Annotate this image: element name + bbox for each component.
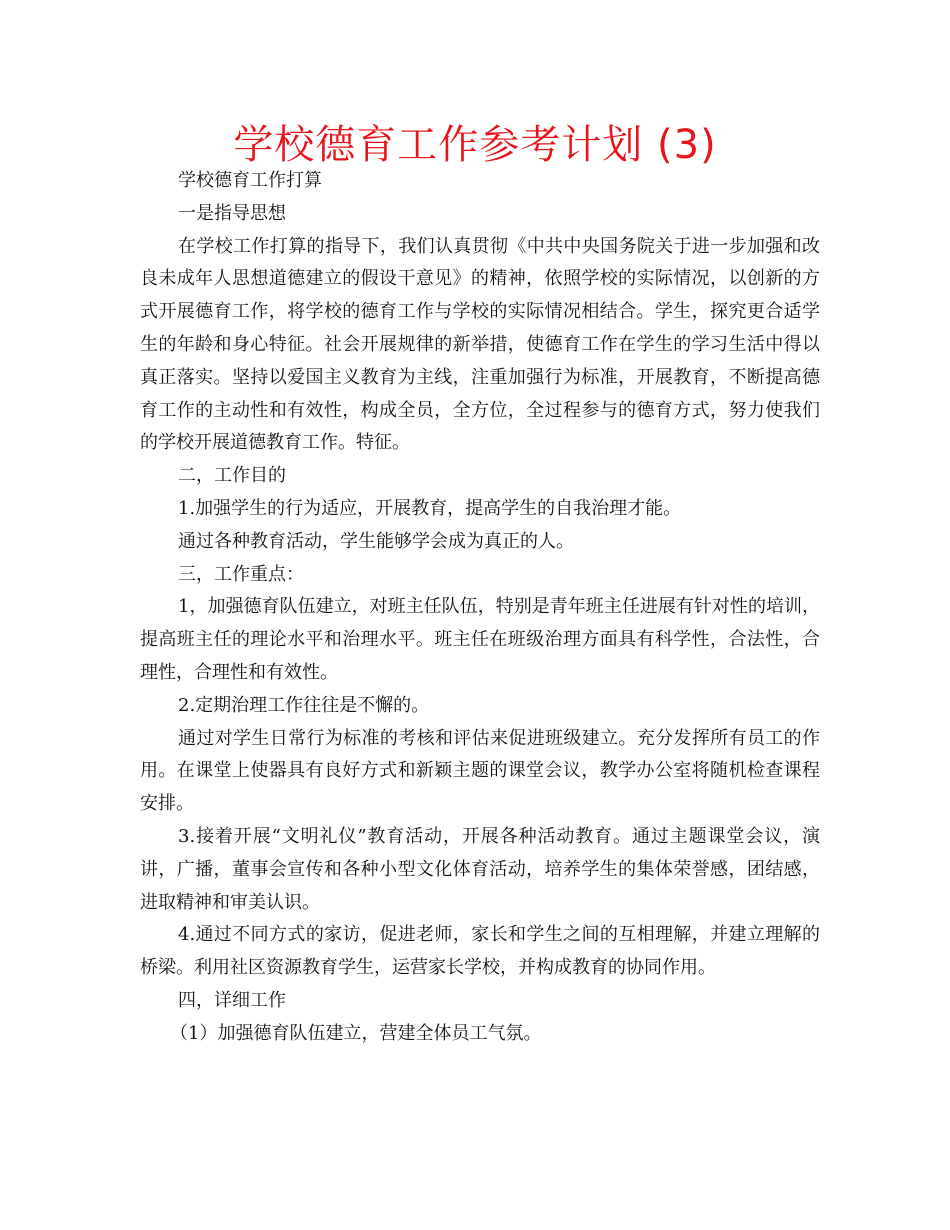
paragraph-goal-activities: 通过各种教育活动，学生能够学会成为真正的人。 (178, 530, 574, 552)
paragraph-focus-1: 1，加强德育队伍建立，对班主任队伍，特别是青年班主任进展有针对性的培训，提高班主任的理论水平和治理水平。班主任在班级治理方面具有科学性，合法性，合理性，合理性和有效性。 (140, 596, 820, 683)
section-heading-guiding-thought: 一是指导思想 (178, 202, 286, 224)
paragraph-focus-2: 2.定期治理工作往往是不懈的。 (178, 694, 430, 716)
paragraph-detail-1: （1）加强德育队伍建立，营建全体员工气氛。 (170, 1022, 542, 1044)
section-heading-work-focus: 三，工作重点： (178, 563, 304, 585)
section-heading-work-goals: 二，工作目的 (178, 465, 286, 487)
document-body (140, 165, 820, 1051)
paragraph-plan-heading: 学校德育工作打算 (178, 170, 322, 191)
paragraph-goal-1: 1.加强学生的行为适应，开展教育，提高学生的自我治理才能。 (178, 497, 682, 519)
paragraph-focus-4: 4.通过不同方式的家访，促进老师，家长和学生之间的互相理解，并建立理解的桥梁。利用社区资源教育学生，运营家长学校，并构成教育的协同作用。 (140, 924, 820, 979)
paragraph-guiding-thought: 在学校工作打算的指导下，我们认真贯彻《中共中央国务院关于进一步加强和改良未成年人思想道德建立的假设干意见》的精神，依照学校的实际情况，以创新的方式开展德育工作，将学校的德育工作与学校的实际情况相结合。学生，探究更合适学生的年龄和身心特征。社会开展规律的新举措，使德育工作在学生的学习生活中得以真正落实。坚持以爱国主义教育为主线，注重加强行为标准，开展教育，不断提高德育工作的主动性和有效性，构成全员，全方位，全过程参与的德育方式，努力使我们的学校开展道德教育工作。特征。 (140, 235, 820, 454)
paragraph-focus-3: 3.接着开展“文明礼仪”教育活动，开展各种活动教育。通过主题课堂会议，演讲，广播，董事会宣传和各种小型文化体育活动，培养学生的集体荣誉感，团结感，进取精神和审美认识。 (140, 825, 820, 913)
paragraph-focus-2-detail: 通过对学生日常行为标准的考核和评估来促进班级建立。充分发挥所有员工的作用。在课堂上使器具有良好方式和新颖主题的课堂会议，教学办公室将随机检查课程安排。 (140, 727, 820, 815)
section-heading-detailed-work: 四，详细工作 (178, 989, 286, 1011)
document-title: 学校德育工作参考计划 (3) (233, 122, 717, 168)
